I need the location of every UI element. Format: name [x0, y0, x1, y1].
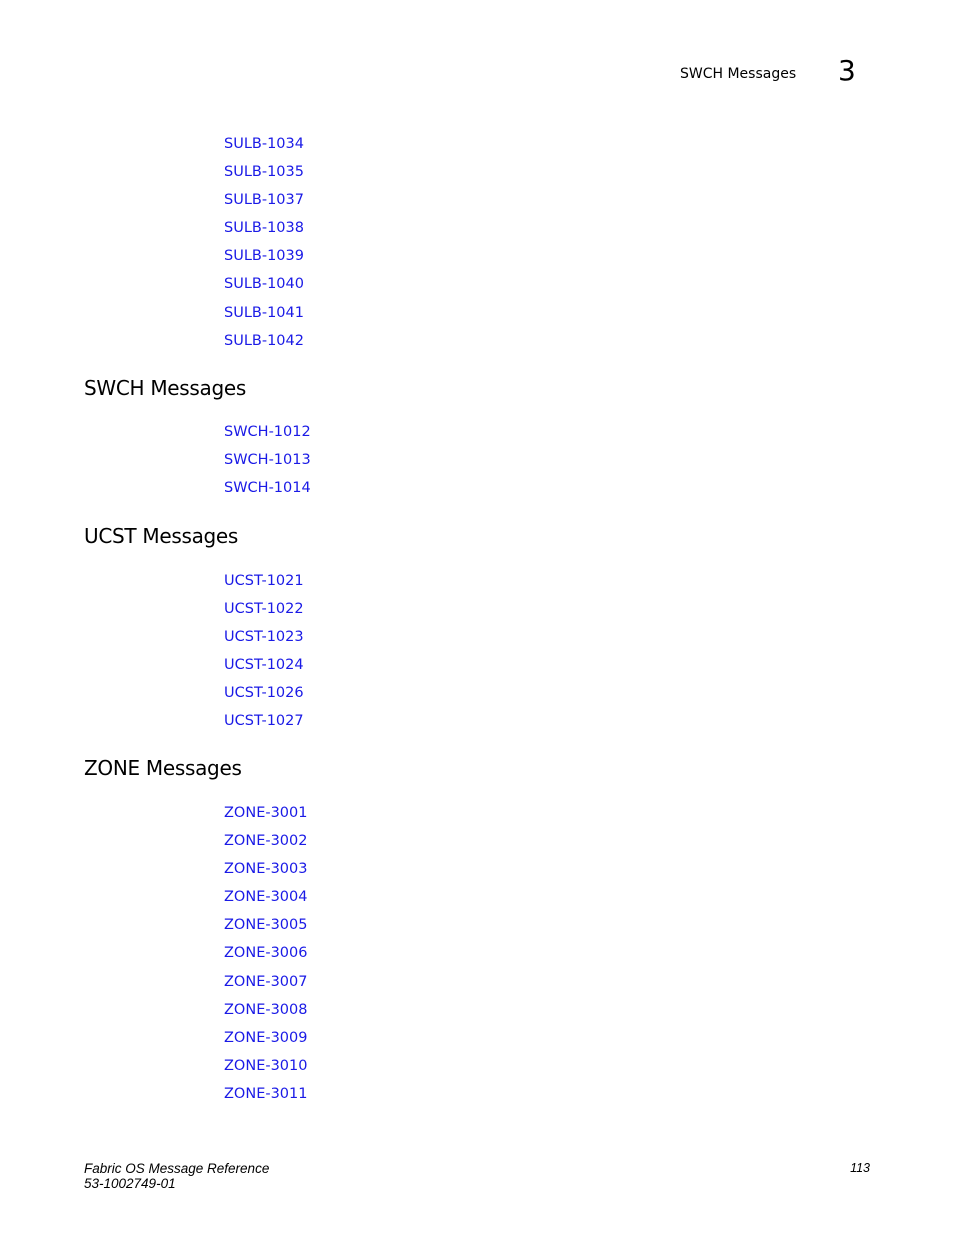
message-link[interactable]: UCST-1027 [224, 713, 304, 730]
list-item [224, 656, 304, 684]
message-link[interactable]: ZONE-3001 [224, 805, 308, 821]
message-link[interactable]: SULB-1042 [224, 332, 304, 349]
list-item [224, 219, 304, 247]
message-link[interactable]: UCST-1022 [224, 601, 304, 618]
message-link[interactable]: SWCH-1012 [224, 424, 311, 440]
message-link[interactable]: SULB-1038 [224, 220, 304, 237]
message-link[interactable]: ZONE-3003 [224, 861, 308, 878]
message-link[interactable]: SULB-1040 [224, 276, 304, 293]
list-item [224, 832, 308, 860]
message-link[interactable]: UCST-1023 [224, 629, 304, 646]
message-link[interactable]: ZONE-3007 [224, 973, 308, 990]
section-heading-swch: SWCH Messages [84, 376, 247, 400]
page-number: 113 [850, 1161, 870, 1175]
list-item [224, 304, 304, 332]
list-item [224, 332, 304, 360]
list-item [224, 191, 304, 219]
list-item [224, 135, 304, 163]
section-heading-ucst: UCST Messages [84, 524, 239, 548]
list-item [224, 804, 308, 832]
list-item [224, 628, 304, 656]
list-item [224, 1085, 308, 1113]
footer-doc-title: Fabric OS Message Reference [84, 1161, 270, 1176]
message-link[interactable]: SWCH-1014 [224, 480, 311, 497]
list-item [224, 423, 311, 451]
list-item [224, 572, 304, 600]
list-item [224, 973, 308, 1001]
message-link[interactable]: ZONE-3010 [224, 1057, 308, 1074]
message-link[interactable]: SULB-1041 [224, 304, 304, 321]
swch-link-list [224, 423, 311, 507]
message-link[interactable]: ZONE-3011 [224, 1085, 308, 1102]
footer-doc-number: 53-1002749-01 [84, 1176, 176, 1191]
list-item [224, 944, 308, 972]
list-item [224, 163, 304, 191]
message-link[interactable]: SULB-1034 [224, 136, 304, 152]
message-link[interactable]: SWCH-1013 [224, 452, 311, 469]
list-item [224, 479, 311, 507]
list-item [224, 451, 311, 479]
list-item [224, 860, 308, 888]
message-link[interactable]: SULB-1035 [224, 164, 304, 181]
sulb-link-list [224, 135, 304, 360]
list-item [224, 275, 304, 303]
list-item [224, 684, 304, 712]
ucst-link-list [224, 572, 304, 741]
list-item [224, 888, 308, 916]
list-item [224, 916, 308, 944]
message-link[interactable]: ZONE-3004 [224, 889, 308, 906]
list-item [224, 247, 304, 275]
message-link[interactable]: SULB-1037 [224, 192, 304, 209]
list-item [224, 712, 304, 740]
list-item [224, 1057, 308, 1085]
message-link[interactable]: UCST-1021 [224, 573, 304, 589]
page-footer [84, 1161, 269, 1191]
header-section-title: SWCH Messages [680, 66, 797, 82]
message-link[interactable]: SULB-1039 [224, 248, 304, 265]
list-item [224, 1001, 308, 1029]
zone-link-list [224, 804, 308, 1113]
message-link[interactable]: ZONE-3008 [224, 1001, 308, 1018]
chapter-number: 3 [838, 54, 856, 87]
message-link[interactable]: ZONE-3005 [224, 917, 308, 934]
message-link[interactable]: ZONE-3006 [224, 945, 308, 962]
message-link[interactable]: ZONE-3009 [224, 1029, 308, 1046]
list-item [224, 600, 304, 628]
message-link[interactable]: UCST-1026 [224, 685, 304, 702]
message-link[interactable]: UCST-1024 [224, 657, 304, 674]
section-heading-zone: ZONE Messages [84, 756, 242, 780]
list-item [224, 1029, 308, 1057]
message-link[interactable]: ZONE-3002 [224, 833, 308, 850]
